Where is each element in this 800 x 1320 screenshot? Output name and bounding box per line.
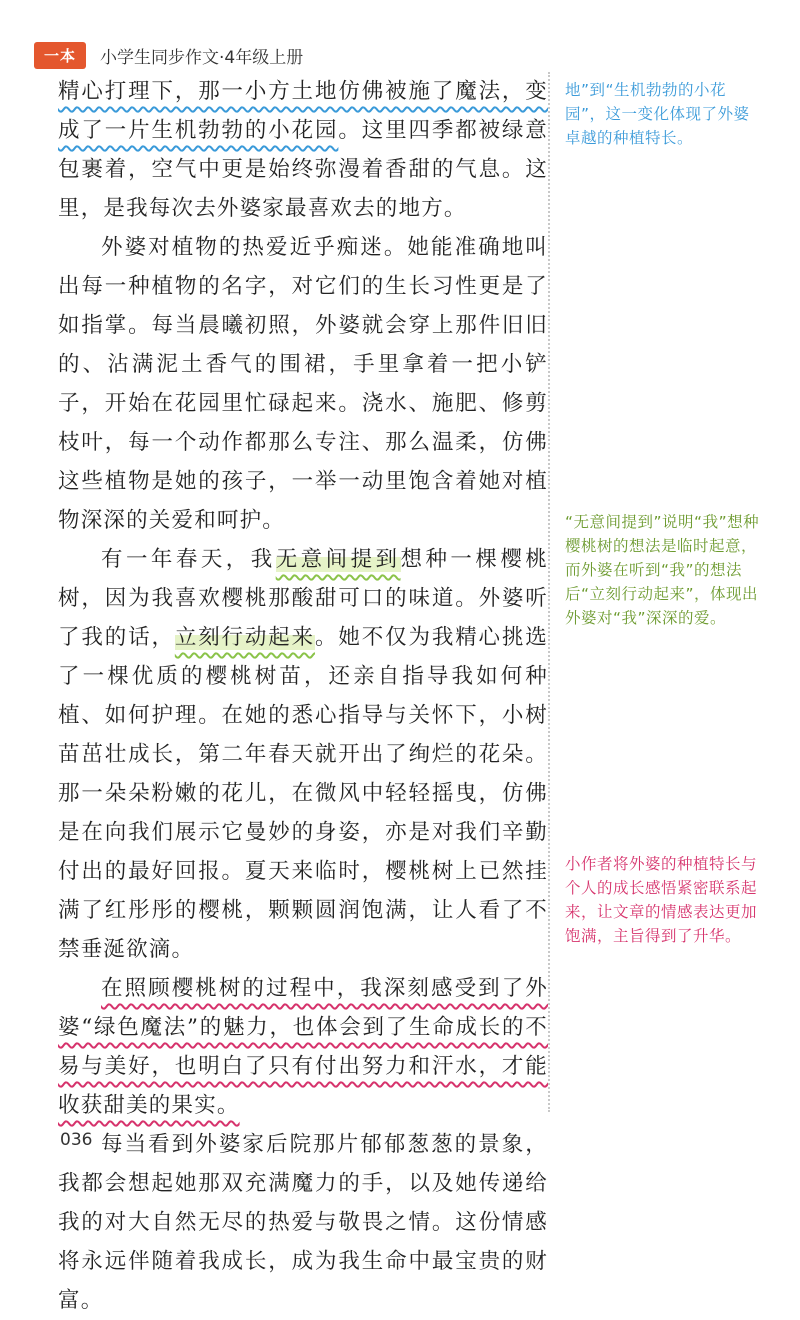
- annotated-paragraph-pink: 在照顾樱桃树的过程中，我深刻感受到了外婆“绿色魔法”的魅力，也体会到了生命成长的不易与美好，也明白了只有付出努力和汗水，才能收获甜美的果实。: [58, 976, 548, 1118]
- margin-note-green: “无意间提到”说明“我”想种樱桃树的想法是临时起意，而外婆在听到“我”的想法后“立刻行动起来”，体现出外婆对“我”深深的爱。: [565, 513, 760, 627]
- publisher-logo: 一本: [34, 42, 86, 69]
- page-number: 036: [60, 1130, 93, 1150]
- annotated-phrase-blue: 精心打理下，那一小方土地仿佛被施了魔法，变成了一片生机勃勃的小花园: [58, 79, 548, 143]
- margin-divider: [548, 72, 550, 1112]
- paragraph-3: [58, 540, 548, 969]
- paragraph-3-c: 。她不仅为我精心挑选了一棵优质的樱桃树苗，还亲自指导我如何种植、如何护理。在她的悉心指导与关怀下，小树苗茁壮成长，第二年春天就开出了绚烂的花朵。那一朵朵粉嫩的花儿，在微风中轻轻摇曳，仿佛是在向我们展示它曼妙的身姿，亦是对我们辛勤付出的最好回报。夏天来临时，樱桃树上已然挂满了红彤彤的樱桃，颗颗圆润饱满，让人看了不禁垂涎欲滴。: [58, 625, 548, 962]
- essay-body: [58, 72, 548, 1320]
- paragraph-1-rest: 。这里四季都被绿意包裹着，空气中更是始终弥漫着香甜的气息。这里，是我每次去外婆家最喜欢去的地方。: [58, 118, 548, 221]
- paragraph-3-b: 想种一棵樱桃树，因为我喜欢樱桃那酸甜可口的味道。外婆听了我的话，: [58, 547, 548, 650]
- margin-note-pink: 小作者将外婆的种植特长与个人的成长感悟紧密联系起来，让文章的情感表达更加饱满，主旨得到了升华。: [565, 855, 758, 945]
- margin-note-blue: 地”到“生机勃勃的小花园”，这一变化体现了外婆卓越的种植特长。: [565, 81, 750, 147]
- paragraph-2: 外婆对植物的热爱近乎痴迷。她能准确地叫出每一种植物的名字，对它们的生长习性更是了如指掌。每当晨曦初照，外婆就会穿上那件旧旧的、沾满泥土香气的围裙，手里拿着一把小铲子，开始在花园里忙碌起来。浇水、施肥、修剪枝叶，每一个动作都那么专注、那么温柔，仿佛这些植物是她的孩子，一举一动里饱含着她对植物深深的关爱和呵护。: [58, 235, 548, 533]
- paragraph-4: [58, 969, 548, 1125]
- paragraph-3-a: 有一年春天，我: [101, 547, 276, 572]
- paragraph-5: 每当看到外婆家后院那片郁郁葱葱的景象，我都会想起她那双充满魔力的手，以及她传递给我的对大自然无尽的热爱与敬畏之情。这份情感将永远伴随着我成长，成为我生命中最宝贵的财富。: [58, 1132, 548, 1313]
- paragraph-1: [58, 72, 548, 228]
- highlight-phrase-2: 立刻行动起来: [174, 625, 316, 650]
- page-header: [34, 40, 303, 70]
- highlight-phrase-1: 无意间提到: [275, 547, 401, 572]
- book-title: 小学生同步作文·4年级上册: [100, 47, 304, 68]
